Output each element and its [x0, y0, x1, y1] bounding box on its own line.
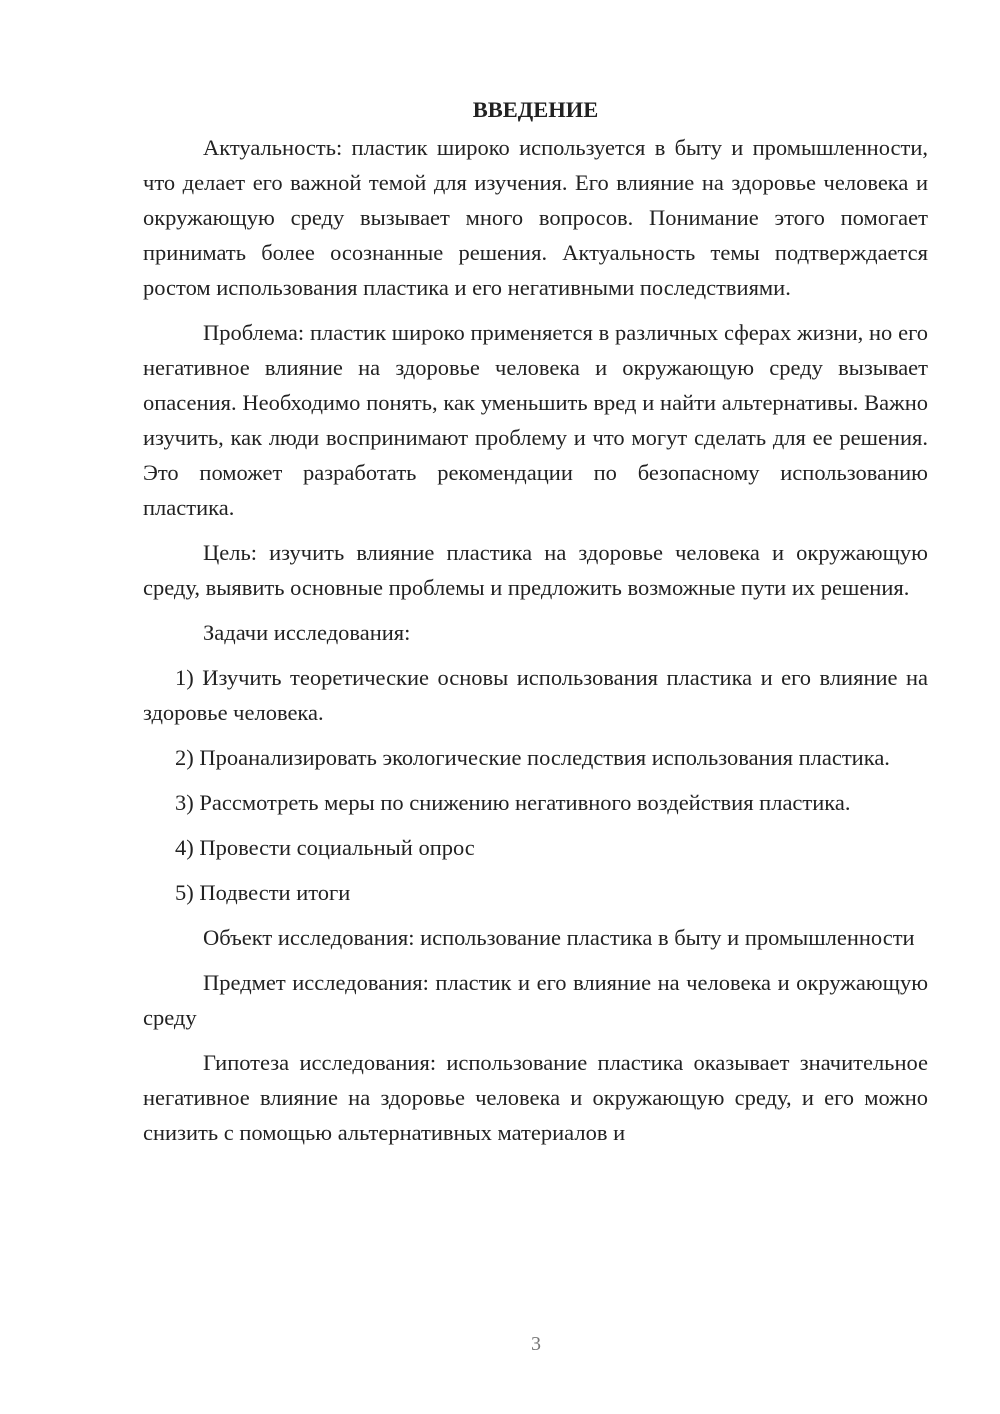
subject-paragraph: Предмет исследования: пластик и его влияние на человека и окружающую среду — [143, 970, 928, 1030]
goal-paragraph: Цель: изучить влияние пластика на здоровье человека и окружающую среду, выявить основные проблемы и предложить возможные пути их решения. — [143, 540, 928, 600]
page-title: ВВЕДЕНИЕ — [472, 97, 599, 122]
relevance-paragraph: Актуальность: пластик широко используется в быту и промышленности, что делает его важной темой для изучения. Его влияние на здоровье человека и окружающую среду вызывает много вопросов. Понимание этого помогает принимать более осознанные решения. Актуальность темы подтверждается ростом использования пластика и его негативными последствиями. — [143, 135, 928, 300]
tasks-list — [143, 660, 928, 910]
tasks-heading: Задачи исследования: — [203, 620, 411, 645]
list-item: 1) Изучить теоретические основы использования пластика и его влияние на здоровье человека. — [143, 665, 928, 725]
list-item: 2) Проанализировать экологические последствия использования пластика. — [175, 745, 890, 770]
hypothesis-paragraph: Гипотеза исследования: использование пластика оказывает значительное негативное влияние на здоровье человека и окружающую среду, и его можно снизить с помощью альтернативных материалов и — [143, 1050, 928, 1145]
list-item: 5) Подвести итоги — [175, 880, 351, 905]
problem-paragraph: Проблема: пластик широко применяется в различных сферах жизни, но его негативное влияние на здоровье человека и окружающую среду вызывает опасения. Необходимо понять, как уменьшить вред и найти альтернативы. Важно изучить, как люди воспринимают проблему и что могут сделать для ее решения. Это поможет разработать рекомендации по безопасному использованию пластика. — [143, 320, 928, 520]
page-number: 3 — [531, 1333, 541, 1355]
list-item: 3) Рассмотреть меры по снижению негативного воздействия пластика. — [175, 790, 851, 815]
list-item: 4) Провести социальный опрос — [175, 835, 475, 860]
document-page — [143, 92, 928, 1160]
object-paragraph: Объект исследования: использование пластика в быту и промышленности — [203, 925, 915, 950]
